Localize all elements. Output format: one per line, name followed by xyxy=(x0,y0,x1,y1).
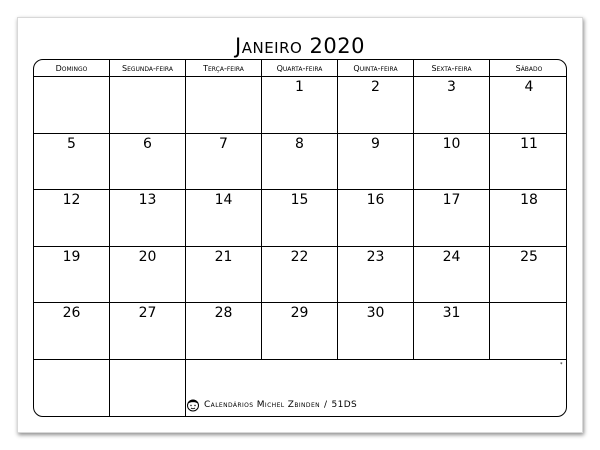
day-number: 12 xyxy=(62,192,81,209)
day-cell xyxy=(34,190,110,247)
day-number: 30 xyxy=(366,305,385,322)
day-number: 9 xyxy=(371,135,380,152)
day-number: 15 xyxy=(290,192,309,209)
day-cell xyxy=(338,190,414,247)
day-cell xyxy=(110,77,186,134)
day-number: 1 xyxy=(295,79,304,95)
day-number: 20 xyxy=(138,248,157,265)
day-number: 10 xyxy=(442,135,461,152)
day-number: 27 xyxy=(138,305,157,322)
day-number xyxy=(34,77,109,79)
day-number: 17 xyxy=(442,192,461,209)
day-cell xyxy=(186,303,262,360)
day-number: 6 xyxy=(143,135,152,152)
day-cell xyxy=(186,134,262,191)
day-number xyxy=(186,77,261,79)
day-cell xyxy=(414,247,490,304)
day-cell xyxy=(110,190,186,247)
day-cell xyxy=(262,134,338,191)
day-number: 14 xyxy=(214,192,233,209)
day-number: 19 xyxy=(62,248,81,265)
weekday-header: Sexta-feira xyxy=(414,60,490,76)
day-number: 24 xyxy=(442,248,461,265)
day-cell xyxy=(414,134,490,191)
day-cell xyxy=(262,77,338,134)
day-cell xyxy=(414,190,490,247)
day-cell xyxy=(110,134,186,191)
day-cell xyxy=(110,247,186,304)
day-number: 5 xyxy=(67,135,76,152)
day-cell xyxy=(414,77,490,134)
brand-text: Calendários Michel Zbinden xyxy=(204,400,321,410)
day-number: 3 xyxy=(447,79,456,95)
day-number xyxy=(110,77,185,79)
day-cell xyxy=(490,247,567,304)
day-cell xyxy=(338,247,414,304)
day-cell xyxy=(338,77,414,134)
day-cell xyxy=(34,247,110,304)
day-cell xyxy=(338,134,414,191)
weekday-header: Quarta-feira xyxy=(262,60,338,76)
day-cell xyxy=(34,303,110,360)
day-number xyxy=(490,303,567,305)
day-cell xyxy=(186,247,262,304)
brand-footer xyxy=(186,398,357,412)
weekday-header: Segunda-feira xyxy=(110,60,186,76)
day-cell xyxy=(262,190,338,247)
brand-separator: / xyxy=(324,400,328,410)
day-number: 2 xyxy=(371,79,380,95)
day-number: 25 xyxy=(520,248,538,265)
day-cell xyxy=(186,77,262,134)
day-number: 31 xyxy=(442,305,461,322)
day-number: 16 xyxy=(366,192,385,209)
day-cell xyxy=(34,77,110,134)
face-icon xyxy=(186,398,200,412)
weekday-header: Quinta-feira xyxy=(338,60,414,76)
day-number: 4 xyxy=(524,79,534,95)
weekday-header: Domingo xyxy=(34,60,110,76)
notes-box xyxy=(110,360,186,417)
day-cell xyxy=(490,190,567,247)
weekday-header: Sábado xyxy=(515,64,543,73)
corner-mark: * xyxy=(560,362,563,368)
day-cell xyxy=(490,303,567,360)
day-number: 22 xyxy=(290,248,309,265)
day-cell xyxy=(490,77,567,134)
day-cell xyxy=(490,134,567,191)
day-number: 21 xyxy=(214,248,233,265)
day-cell xyxy=(262,303,338,360)
day-number: 26 xyxy=(62,305,81,322)
weekday-header-row xyxy=(34,60,566,77)
day-cell xyxy=(186,190,262,247)
day-number: 7 xyxy=(219,135,228,152)
calendar-grid xyxy=(33,59,567,417)
notes-box xyxy=(34,360,110,417)
day-cell xyxy=(338,303,414,360)
day-cell xyxy=(414,303,490,360)
day-number: 11 xyxy=(520,135,538,152)
day-number: 23 xyxy=(366,248,385,265)
day-number: 28 xyxy=(214,305,233,322)
weekday-header: Terça-feira xyxy=(186,60,262,76)
day-number: 8 xyxy=(295,135,304,152)
brand-code: 51DS xyxy=(331,400,358,410)
day-number: 18 xyxy=(520,192,538,209)
day-number: 13 xyxy=(138,192,157,209)
day-cell xyxy=(262,247,338,304)
day-cell xyxy=(34,134,110,191)
day-number: 29 xyxy=(290,305,309,322)
day-cell xyxy=(110,303,186,360)
calendar-title: Janeiro 2020 xyxy=(235,34,365,58)
